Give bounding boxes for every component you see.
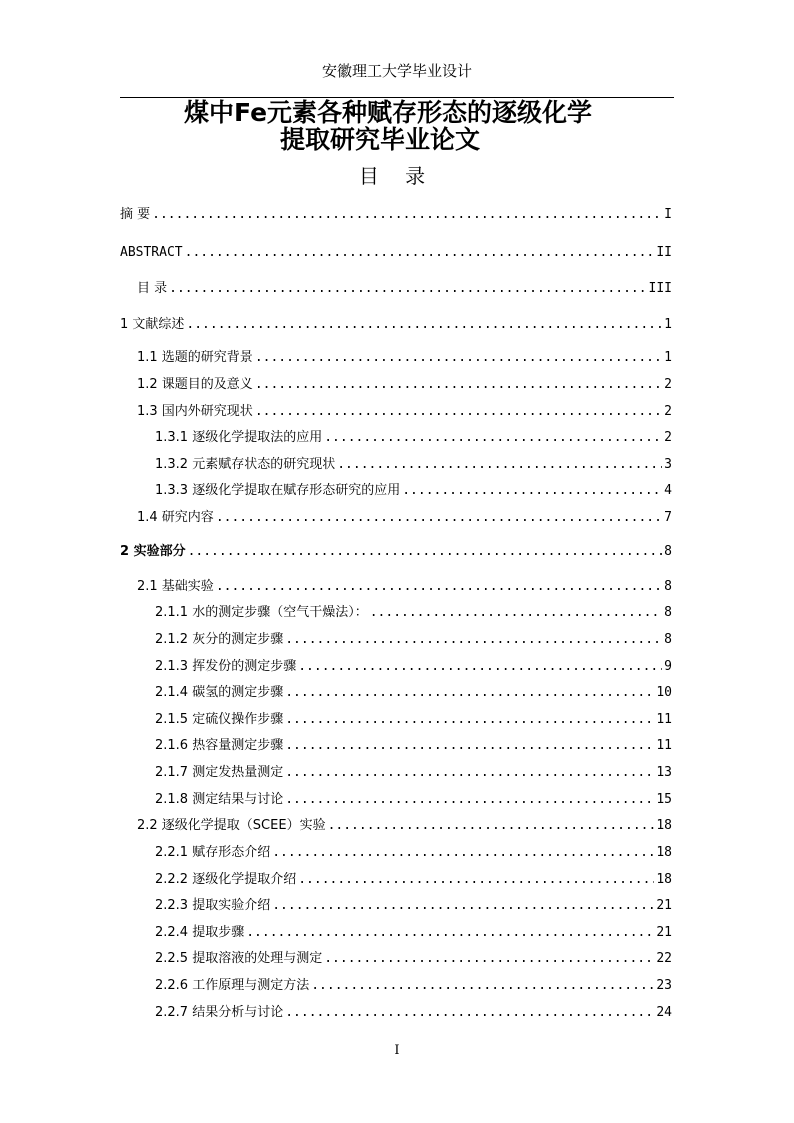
- toc-entry-page: 7: [664, 510, 672, 525]
- toc-entry[interactable]: [155, 429, 672, 447]
- toc-entry[interactable]: [155, 844, 672, 862]
- toc-entry[interactable]: [155, 1004, 672, 1022]
- toc-leader-dots: [337, 456, 662, 474]
- toc-leader-dots: [255, 376, 662, 394]
- toc-entry-page: 21: [656, 898, 672, 913]
- toc-entry-page: 8: [664, 632, 672, 647]
- toc-leader-dots: [285, 1004, 654, 1022]
- toc-entry-page: 2: [664, 377, 672, 392]
- toc-leader-dots: [324, 950, 654, 968]
- toc-entry[interactable]: [155, 604, 672, 622]
- toc-entry[interactable]: [155, 764, 672, 782]
- toc-leader-dots: [285, 631, 662, 649]
- toc-leader-dots: [285, 684, 654, 702]
- toc-entry[interactable]: [137, 403, 672, 421]
- toc-leader-dots: [402, 482, 662, 500]
- toc-leader-dots: [328, 817, 655, 835]
- toc-entry-label: 1.3.2 元素赋存状态的研究现状: [155, 457, 336, 472]
- toc-entry-page: 23: [656, 978, 672, 993]
- toc-leader-dots: [246, 924, 654, 942]
- toc-entry-label: 2.2 逐级化学提取（SCEE）实验: [137, 818, 326, 833]
- page-header: 安徽理工大学毕业设计: [321, 62, 472, 80]
- toc-entry[interactable]: [155, 631, 672, 649]
- toc-entry-label: 2.2.5 提取溶液的处理与测定: [155, 951, 323, 966]
- toc-entry-page: 3: [664, 457, 672, 472]
- toc-entry-label: 1.3 国内外研究现状: [137, 404, 253, 419]
- toc-entry-page: I: [664, 207, 672, 222]
- toc-entry-label: 1.3.1 逐级化学提取法的应用: [155, 430, 323, 445]
- toc-leader-dots: [311, 977, 654, 995]
- toc-heading: 目 录: [358, 164, 436, 188]
- toc-leader-dots: [169, 280, 646, 298]
- toc-entry-page: II: [656, 245, 672, 260]
- toc-entry-label: 2.2.1 赋存形态介绍: [155, 845, 271, 860]
- toc-leader-dots: [255, 349, 662, 367]
- toc-entry-label: 1 文献综述: [120, 317, 185, 332]
- toc-entry[interactable]: [155, 791, 672, 809]
- toc-entry-page: 21: [656, 925, 672, 940]
- toc-entry[interactable]: [120, 244, 672, 262]
- toc-entry[interactable]: [155, 711, 672, 729]
- toc-leader-dots: [285, 711, 654, 729]
- toc-entry-page: 4: [664, 483, 672, 498]
- toc-entry[interactable]: [137, 349, 672, 367]
- toc-leader-dots: [285, 791, 654, 809]
- toc-entry[interactable]: [137, 280, 672, 298]
- toc-entry-page: 18: [656, 872, 672, 887]
- toc-entry[interactable]: [155, 871, 672, 889]
- toc-entry[interactable]: [155, 977, 672, 995]
- toc-entry-page: III: [648, 281, 672, 296]
- toc-entry[interactable]: [155, 924, 672, 942]
- toc-entry[interactable]: [155, 950, 672, 968]
- toc-entry-page: 2: [664, 430, 672, 445]
- toc-entry-label: 1.3.3 逐级化学提取在赋存形态研究的应用: [155, 483, 401, 498]
- toc-entry-label: 2.2.3 提取实验介绍: [155, 898, 271, 913]
- toc-entry-page: 11: [656, 712, 672, 727]
- toc-entry-page: 9: [664, 659, 672, 674]
- toc-leader-dots: [188, 543, 663, 561]
- toc-entry-label: 2.1 基础实验: [137, 579, 214, 594]
- toc-entry[interactable]: [137, 578, 672, 596]
- page-number: I: [394, 1043, 400, 1058]
- toc-entry-label: 目 录: [137, 281, 168, 296]
- toc-entry-label: 2.1.5 定硫仪操作步骤: [155, 712, 284, 727]
- toc-entry-page: 1: [664, 350, 672, 365]
- toc-entry-page: 24: [656, 1005, 672, 1020]
- toc-entry[interactable]: [120, 206, 672, 224]
- toc-entry-label: 2.1.3 挥发份的测定步骤: [155, 659, 297, 674]
- toc-entry-label: 2.2.7 结果分析与讨论: [155, 1005, 284, 1020]
- toc-entry-label: 2.2.6 工作原理与测定方法: [155, 978, 310, 993]
- toc-leader-dots: [255, 403, 662, 421]
- toc-entry-page: 10: [656, 685, 672, 700]
- toc-entry-label: 2.1.8 测定结果与讨论: [155, 792, 284, 807]
- toc-leader-dots: [285, 737, 654, 755]
- toc-entry-page: 18: [656, 818, 672, 833]
- toc-entry-page: 11: [656, 738, 672, 753]
- toc-entry-page: 2: [664, 404, 672, 419]
- toc-leader-dots: [324, 429, 662, 447]
- toc-entry[interactable]: [155, 897, 672, 915]
- toc-entry[interactable]: [155, 658, 672, 676]
- toc-leader-dots: [272, 844, 654, 862]
- toc-entry-label: 2.1.1 水的测定步骤（空气干燥法）：: [155, 605, 368, 620]
- toc-entry-label: 2.1.6 热容量测定步骤: [155, 738, 284, 753]
- toc-entry-label: 1.1 选题的研究背景: [137, 350, 253, 365]
- toc-leader-dots: [298, 658, 662, 676]
- toc-entry[interactable]: [137, 817, 672, 835]
- toc-entry[interactable]: [155, 482, 672, 500]
- toc-entry[interactable]: [137, 376, 672, 394]
- toc-leader-dots: [272, 897, 654, 915]
- toc-entry-label: 摘 要: [120, 207, 151, 222]
- toc-entry-label: 1.4 研究内容: [137, 510, 214, 525]
- toc-entry-label: 2.2.4 提取步骤: [155, 925, 245, 940]
- toc-entry-page: 8: [664, 579, 672, 594]
- toc-entry[interactable]: [120, 543, 672, 561]
- toc-entry-label: 2.1.4 碳氢的测定步骤: [155, 685, 284, 700]
- toc-entry[interactable]: [155, 737, 672, 755]
- toc-entry-page: 8: [664, 605, 672, 620]
- toc-entry-page: 15: [656, 792, 672, 807]
- toc-entry[interactable]: [137, 509, 672, 527]
- toc-leader-dots: [185, 244, 655, 262]
- toc-leader-dots: [285, 764, 654, 782]
- toc-leader-dots: [216, 578, 662, 596]
- toc-leader-dots: [186, 316, 662, 334]
- toc-entry[interactable]: [120, 316, 672, 334]
- toc-entry-label: 2.1.2 灰分的测定步骤: [155, 632, 284, 647]
- document-title-line-1: 煤中Fe元素各种赋存形态的逐级化学: [184, 98, 593, 127]
- toc-entry-label: 1.2 课题目的及意义: [137, 377, 253, 392]
- toc-entry[interactable]: [155, 684, 672, 702]
- toc-leader-dots: [298, 871, 654, 889]
- toc-entry-page: 13: [656, 765, 672, 780]
- toc-entry-label: 2.2.2 逐级化学提取介绍: [155, 872, 297, 887]
- toc-entry-label: 2.1.7 测定发热量测定: [155, 765, 284, 780]
- document-title-line-2: 提取研究毕业论文: [280, 125, 481, 154]
- toc-entry[interactable]: [155, 456, 672, 474]
- toc-entry-page: 18: [656, 845, 672, 860]
- toc-leader-dots: [370, 604, 662, 622]
- toc-leader-dots: [152, 206, 662, 224]
- toc-entry-page: 22: [656, 951, 672, 966]
- toc-entry-page: 8: [664, 544, 672, 559]
- toc-entry-page: 1: [664, 317, 672, 332]
- toc-entry-label: 2 实验部分: [120, 544, 186, 559]
- toc-leader-dots: [216, 509, 662, 527]
- toc-entry-label: ABSTRACT: [120, 245, 183, 260]
